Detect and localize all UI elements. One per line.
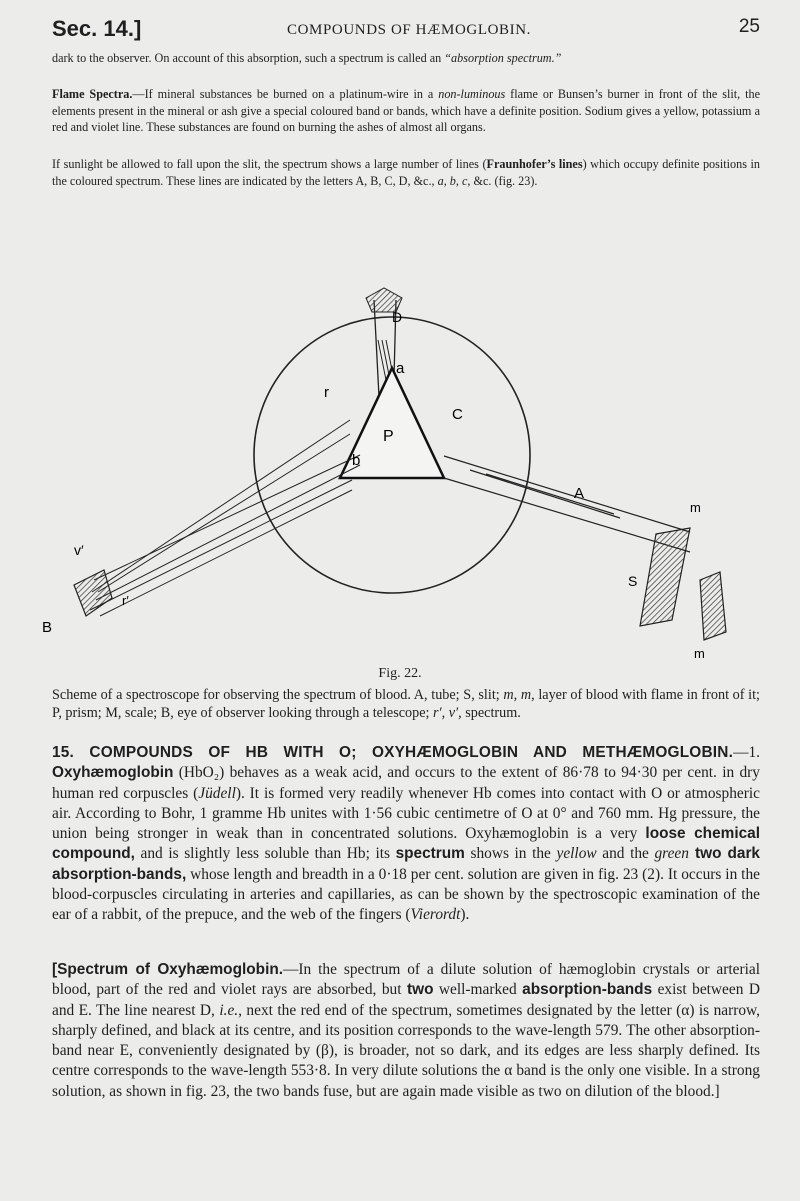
intro-paragraph: dark to the observer. On account of this absorption, such a spectrum is called an “absorption spectrum.”: [52, 51, 562, 65]
label-D: D: [392, 309, 403, 325]
section-15-heading: 15. COMPOUNDS OF HB WITH O; OXYHÆMOGLOBIN AND METHÆMOGLOBIN.: [52, 744, 734, 761]
flame: [700, 572, 726, 640]
label-a: a: [396, 360, 405, 377]
label-P: P: [383, 428, 394, 445]
label-r-prime: r′: [122, 593, 129, 608]
tube: [444, 456, 690, 552]
section-marker: Sec. 14.]: [52, 16, 142, 41]
label-m-top: m: [690, 500, 701, 515]
label-b: b: [352, 452, 361, 469]
figure-caption: Fig. 22.: [378, 666, 422, 681]
label-m-bottom: m: [694, 646, 705, 660]
spectrum-heading: [Spectrum of Oxyhæmoglobin.: [52, 961, 284, 978]
running-header: [52, 14, 760, 44]
flame-spectra-heading: Flame Spectra.: [52, 87, 133, 101]
label-v-prime: v′: [74, 542, 84, 558]
spectroscope-diagram: [0, 280, 800, 660]
section-15: 15. COMPOUNDS OF HB WITH O; OXYHÆMOGLOBIN AND METHÆMOGLOBIN.—1. Oxyhæmoglobin (HbO₂) behaves as a weak acid, and occurs to the extent of 86·78 to 94·30 per cent. in dry human red corpuscles (Jüdell). It is formed very readily whenever Hb comes into contact with O or atmospheric air. According to Bohr, 1 gramme Hb unites with 1·56 cubic centimetre of O at 0° and 760 mm. Hg pressure, the union being stronger in weak than in concentrated solutions. Oxyhæmoglobin is a very loose chemical compound, and is slightly less soluble than Hb; its spectrum shows in the yellow and the green two dark absorption-bands, whose length and breadth in a 0·18 per cent. solution are given in fig. 23 (2). It occurs in the blood-corpuscles circulating in arteries and capillaries, as can be shown by the spectroscopic examination of the ear of a rabbit, of the prepuce, and the web of the fingers (Vierordt).: [52, 744, 760, 924]
sunlight-paragraph: If sunlight be allowed to fall upon the slit, the spectrum shows a large number of lines (Fraunhofer’s lines) which occupy definite positions in the coloured spectrum. These lines are indicated by the letters A, B, C, D, &c., a, b, c, &c. (fig. 23).: [52, 157, 760, 188]
oxyhaemoglobin-term: Oxyhæmoglobin: [52, 764, 174, 782]
label-C: C: [452, 406, 463, 423]
label-S: S: [628, 573, 638, 589]
page-number: 25: [738, 16, 760, 37]
running-title: COMPOUNDS OF HÆMOGLOBIN.: [287, 22, 532, 38]
left-beams: [90, 420, 360, 616]
figure-22-spectroscope: [0, 280, 800, 660]
fraunhofer-lines-term: Fraunhofer’s lines: [486, 157, 583, 171]
label-r: r: [324, 384, 329, 401]
blood-layer: [640, 528, 690, 626]
label-A: A: [574, 485, 585, 502]
label-B: B: [42, 619, 53, 636]
telescope-eyepiece: [74, 570, 112, 616]
figure-legend: Scheme of a spectroscope for observing the spectrum of blood. A, tube; S, slit; m, m, layer of blood with flame in front of it; P, prism; M, scale; B, eye of observer looking through a telescope; r′, v′, spectrum.: [52, 687, 761, 721]
spectrum-of-oxyhaemoglobin-paragraph: [Spectrum of Oxyhæmoglobin.—In the spectrum of a dilute solution of hæmoglobin crystals or arterial blood, part of the red and violet rays are absorbed, but two well-marked absorption-bands exist between D and E. The line nearest D, i.e., next the red end of the spectrum, sometimes designated by the letter (α) is narrow, sharply defined, and black at its centre, and its position corresponds to the wave-length 579. The other absorption-band near E, conveniently designated by (β), is broader, not so dark, and its edges are less sharply defined. Its centre corresponds to the wave-length 553·8. In very dilute solutions the α band is the only one visible. In a strong solution, as shown in fig. 23, the two bands fuse, but are again made visible as two on dilution of the blood.]: [52, 961, 761, 1100]
flame-spectra-paragraph: Flame Spectra.—If mineral substances be burned on a platinum-wire in a non-luminous flame or Bunsen’s burner in front of the slit, the elements present in the mineral or ash give a special coloured band or bands, which have a definite position. Sodium gives a yellow, potassium a red and violet line. These substances are found on burning the ashes of almost all organs.: [52, 87, 760, 134]
